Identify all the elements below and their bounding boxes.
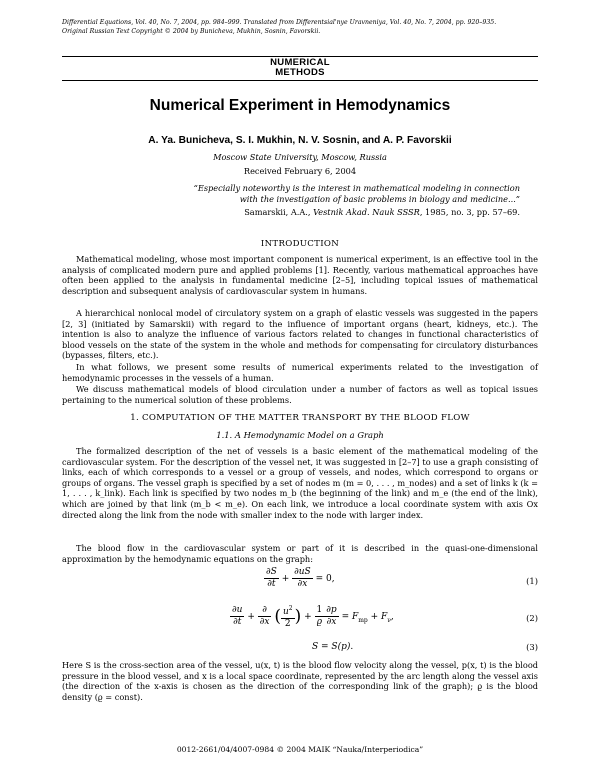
epigraph-line2: with the investigation of basic problems in biology and medicine...” <box>239 193 520 204</box>
equation-3-body: S = S(p). <box>312 642 354 652</box>
intro-paragraph-4: We discuss mathematical models of blood circulation under a number of factors as well as topical issues pertaining to the numerical solution of these problems. <box>62 384 538 405</box>
intro-paragraph-3: In what follows, we present some results of numerical experiments related to the investigation of hemodynamic processes in the vessels of a human. <box>62 362 538 383</box>
section1-paragraph-2: The blood flow in the cardiovascular system or part of it is described in the quasi-one-dimensional approximation by the hemodynamic equations on the graph: <box>62 543 538 564</box>
equation-1 <box>62 567 538 597</box>
equation-2-body: $\frac{\partial u}{\partial t}$ + $\frac{\partial}{\partial x}$ ( $\frac{u^2}{2}$ ) + $\frac{1}{ϱ}$ $\frac{\partial p}{\partial x}$ = $F_{mp} + F_\nu$, <box>232 605 394 629</box>
journal-header <box>62 18 542 36</box>
equation-1-number: (1) <box>526 576 538 586</box>
section-label-line1: NUMERICAL <box>270 57 330 68</box>
equation-2 <box>62 601 538 637</box>
section1-paragraph-3: Here S is the cross-section area of the vessel, u(x, t) is the blood flow velocity along the vessel, p(x, t) is the blood pressure in the blood vessel, and x is a local space coordinate, represented by the arc length along the vessel axis (the direction of the x-axis is chosen as the direction of the corresponding link of the graph); ϱ is the blood density (ϱ = const). <box>62 660 538 702</box>
journal-header-line1: Differential Equations, Vol. 40, No. 7, 2004, pp. 984–999. Translated from Differentsial'nye Uravneniya, Vol. 40, No. 7, 2004, pp. 920–935. <box>62 19 497 26</box>
epigraph-source-details: , 1985, no. 3, pp. 57–69. <box>419 207 520 217</box>
journal-header-line2: Original Russian Text Copyright © 2004 by Bunicheva, Mukhin, Sosnin, Favorskii. <box>62 28 321 35</box>
epigraph-source-journal: Vestnik Akad. Nauk SSSR <box>313 207 420 217</box>
equation-3 <box>62 640 538 656</box>
paper-title: Numerical Experiment in Hemodynamics <box>149 97 451 114</box>
epigraph <box>62 183 520 204</box>
intro-paragraph-2: A hierarchical nonlocal model of circulatory system on a graph of elastic vessels was suggested in the papers [2, 3] (initiated by Samarskii) with regard to the influence of important organs (heart, kidneys, etc.). The intention is also to analyze the influence of various factors related to changes in functional characteristics of blood vessels on the state of the system in the whole and methods for compensating for circulatory disturbances (bypasses, filters, etc.). <box>62 308 538 361</box>
equation-1-body: $\frac{\partial S}{\partial t}$ + $\frac{\partial uS}{\partial x}$ = 0, <box>266 567 335 589</box>
received-date: Received February 6, 2004 <box>243 166 357 176</box>
intro-paragraph-1: Mathematical modeling, whose most important component is numerical experiment, is an effective tool in the analysis of complicated modern pure and applied problems [1]. Recently, various mathematical approaches have often been applied to the analysis in fundamental medicine [2–5], including topical issues of mathematical description and subsequent analysis of cardiovascular system in humans. <box>62 254 538 296</box>
section-rule-bottom <box>62 80 538 81</box>
equation-3-number: (3) <box>526 642 538 652</box>
section1-paragraph-1: The formalized description of the net of vessels is a basic element of the mathematical modeling of the cardiovascular system. For the description of the vessel net, it was suggested in [2–7] to use a graph consisting of links, each of which corresponds to a vessel or a group of vessels, and nodes, which correspond to organs or groups of organs. The vessel graph is specified by a set of nodes m (m = 0, . . . , m_nodes) and a set of links k (k = 1, . . . , k_link). Each link is specified by two nodes m_b (the beginning of the link) and m_e (the end of the link), which are joined by that link (m_b < m_e). On each link, we introduce a local coordinate system with axis Ox directed along the link from the node with smaller index to the node with larger index. <box>62 446 538 520</box>
epigraph-line1: “Especially noteworthy is the interest in mathematical modeling in connection <box>193 183 520 193</box>
epigraph-source-author: Samarskii, A.A., <box>244 207 314 217</box>
page-footer: 0012-2661/04/4007-0984 © 2004 MAIK “Nauka/Interperiodica” <box>176 745 424 754</box>
paper-authors: A. Ya. Bunicheva, S. I. Mukhin, N. V. Sosnin, and A. P. Favorskii <box>148 135 452 146</box>
section1-heading: 1. COMPUTATION OF THE MATTER TRANSPORT BY THE BLOOD FLOW <box>130 413 470 423</box>
equation-2-number: (2) <box>526 613 538 623</box>
section-label-line2: METHODS <box>275 67 325 78</box>
intro-heading: INTRODUCTION <box>260 239 340 249</box>
author-affiliation: Moscow State University, Moscow, Russia <box>213 152 387 162</box>
epigraph-source <box>62 207 520 217</box>
section1-subheading: 1.1. A Hemodynamic Model on a Graph <box>216 430 384 440</box>
section-label <box>260 58 340 78</box>
